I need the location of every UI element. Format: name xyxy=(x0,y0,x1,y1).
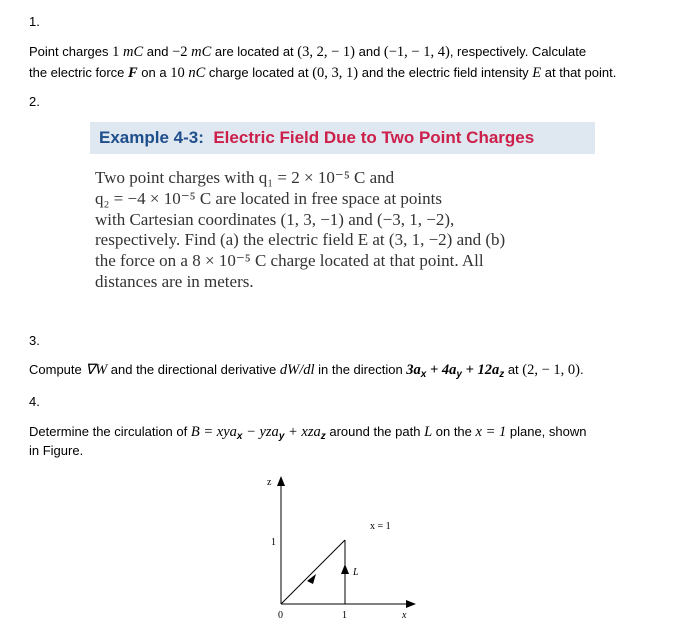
example-line: distances are in meters. xyxy=(95,271,254,291)
example-line: the force on a 8 × 10⁻⁵ C charge located at that point. All xyxy=(95,251,484,271)
z-axis-arrow-icon xyxy=(277,476,285,486)
question-1-line-1: Point charges 1 mC and −2 mC are located at (3, 2, − 1) and (−1, − 1, 4), respectively. Calculate xyxy=(29,44,587,60)
z-axis-label: z xyxy=(267,477,272,488)
question-3-number: 3. xyxy=(29,333,40,348)
example-label: Example 4-3: xyxy=(99,128,204,147)
example-line: q₂ = −4 × 10⁻⁵ C are located in free space at points xyxy=(95,188,442,208)
question-4-line-1: Determine the circulation of B = xya$_x$ − yza$_y$ + xza$_z$ around the path L on the x = 1 plane, shown xyxy=(29,424,587,442)
example-title xyxy=(99,128,534,148)
question-4-line-2: in Figure. xyxy=(29,443,84,458)
question-1-line-2: the electric force F on a 10 nC charge located at (0, 3, 1) and the electric field intensity E at that point. xyxy=(29,65,617,81)
origin-label: 0 xyxy=(278,610,283,621)
path-figure xyxy=(240,468,430,630)
question-4-number: 4. xyxy=(29,394,40,409)
path-label: L xyxy=(353,567,359,578)
example-line: respectively. Find (a) the electric field E at (3, 1, −2) and (b) xyxy=(95,230,506,250)
example-line: Two point charges with q₁ = 2 × 10⁻⁵ C and xyxy=(95,168,395,187)
path-direction-arrow-icon xyxy=(341,564,349,574)
example-line: with Cartesian coordinates (1, 3, −1) and (−3, 1, −2), xyxy=(95,209,455,229)
z-tick-label: 1 xyxy=(271,537,276,548)
example-heading: Electric Field Due to Two Point Charges xyxy=(213,128,535,147)
x-tick-label: 1 xyxy=(342,610,347,621)
example-body xyxy=(95,168,589,293)
path-direction-arrow-icon xyxy=(307,574,316,584)
question-3-text: Compute ∇W and the directional derivative dW/dl in the direction $3a_x + 4a_y + 12a_z$ at (2, − 1, 0). xyxy=(29,362,584,380)
x-axis-arrow-icon xyxy=(406,600,416,608)
question-2-number: 2. xyxy=(29,94,40,109)
x-axis-label: x xyxy=(402,610,407,621)
path-segment-diagonal xyxy=(281,540,345,604)
question-1-number: 1. xyxy=(29,14,40,29)
plane-label: x = 1 xyxy=(370,521,391,532)
